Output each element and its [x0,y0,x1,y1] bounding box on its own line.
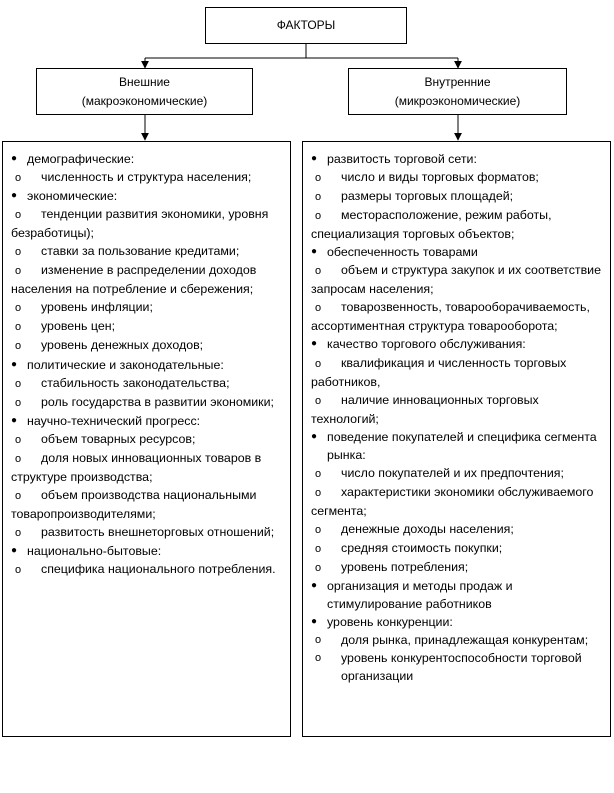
circle-bullet-icon: o [15,564,22,577]
factors-title: ФАКТОРЫ [276,18,336,32]
bullet-icon: ● [311,616,318,628]
bullet-icon: ● [311,430,318,442]
circle-bullet-icon: o [15,209,22,222]
sub-list-item [311,483,604,520]
circle-bullet-icon: o [315,357,322,370]
circle-bullet-icon: o [15,302,22,315]
list-item [311,428,604,464]
list-item-text: численность и структура населения; [41,170,252,185]
circle-bullet-icon: o [15,340,22,353]
sub-list-item [311,354,604,391]
circle-bullet-icon: o [15,377,22,390]
list-item-text: политические и законодательные: [27,357,224,372]
bullet-icon: ● [11,544,18,556]
circle-bullet-icon: o [15,526,22,539]
list-item [311,243,604,261]
sub-list-item [311,206,604,243]
list-item [11,187,284,205]
list-item-text: стабильность законодательства; [41,375,230,390]
circle-bullet-icon: o [315,562,322,575]
circle-bullet-icon: o [315,523,322,536]
sub-list-item [11,298,284,317]
list-item-text: доля новых инновационных товаров в структуре производства; [11,450,262,484]
sub-list-item [11,336,284,355]
bullet-icon: ● [311,246,318,258]
sub-list-item [11,560,284,579]
list-item-text: демографические: [27,152,135,166]
list-item-text: товарозвенность, товарооборачиваемость, ассортиментная структура товарооборота; [311,300,590,334]
circle-bullet-icon: o [15,433,22,446]
list-item-text: национально-бытовые: [27,543,162,558]
list-item [11,356,284,374]
sub-list-item [11,449,284,486]
circle-bullet-icon: o [15,489,22,502]
sub-list-item [311,558,604,577]
list-item-text: обеспеченность товарами [327,245,478,260]
sub-list-item [311,520,604,539]
external-factors-list [2,141,291,737]
sub-list-item [311,464,604,483]
list-item-text: денежные доходы населения; [341,521,514,536]
sub-list-item [311,649,604,685]
list-item-text: уровень потребления; [341,560,469,575]
list-item-text: характеристики экономики обслуживаемого сегмента; [311,484,594,518]
circle-bullet-icon: o [315,467,322,480]
list-item-text: роль государства в развитии экономики; [41,394,274,409]
sub-list-item [311,391,604,428]
list-item-text: уровень цен; [41,319,116,334]
bullet-icon: ● [11,358,18,370]
bullet-icon: ● [11,190,18,202]
list-item-text: число покупателей и их предпочтения; [341,465,564,480]
circle-bullet-icon: o [315,634,322,647]
list-item-text: доля рынка, принадлежащая конкурентам; [341,633,589,648]
list-item-text: развитость внешнеторговых отношений; [41,524,275,539]
circle-bullet-icon: o [315,191,322,204]
bullet-icon: ● [311,580,318,592]
factors-box [205,7,407,44]
list-item-text: специфика национального потребления. [41,562,276,577]
list-item [311,577,604,613]
external-subtitle: (макроэкономические) [81,93,208,108]
list-item-text: средняя стоимость покупки; [341,540,503,555]
sub-list-item [11,486,284,523]
list-item-text: число и виды торговых форматов; [341,170,539,185]
circle-bullet-icon: o [315,210,322,223]
sub-list-item [11,523,284,542]
sub-list-item [311,168,604,187]
sub-list-item [11,374,284,393]
list-item-text: ставки за пользование кредитами; [41,244,240,259]
list-item-text: экономические: [27,189,118,204]
list-item-text: объем производства национальными товаропроизводителями; [11,487,257,521]
sub-list-item [11,317,284,336]
list-item-text: уровень конкуренции: [327,615,453,630]
circle-bullet-icon: o [315,172,322,185]
list-item-text: организация и методы продаж и стимулирование работников [327,579,513,612]
external-factors-box [36,68,253,115]
circle-bullet-icon: o [315,542,322,555]
list-item-text: поведение покупателей и специфика сегмента рынка: [327,429,597,462]
list-item-text: наличие инновационных торговых технологий; [311,392,539,426]
internal-subtitle: (микроэкономические) [394,93,521,108]
circle-bullet-icon: o [315,652,322,665]
list-item [11,542,284,560]
circle-bullet-icon: o [15,246,22,259]
external-title: Внешние [119,74,170,89]
list-item-text: тенденции развития экономики, уровня безработицы); [11,207,269,241]
circle-bullet-icon: o [315,486,322,499]
sub-list-item [311,187,604,206]
list-item-text: квалификация и численность торговых работников, [311,355,567,389]
circle-bullet-icon: o [315,394,322,407]
internal-title: Внутренние [424,74,491,89]
bullet-icon: ● [311,153,318,164]
bullet-icon: ● [11,153,18,164]
circle-bullet-icon: o [315,302,322,315]
list-item-text: изменение в распределении доходов населения на потребление и сбережения; [11,263,257,297]
list-item [311,335,604,353]
circle-bullet-icon: o [15,265,22,278]
internal-factors-box [348,68,567,115]
sub-list-item [311,539,604,558]
circle-bullet-icon: o [15,321,22,334]
sub-list-item [11,393,284,412]
internal-factors-list [302,141,611,737]
circle-bullet-icon: o [15,172,22,185]
list-item-text: уровень инфляции; [41,300,153,315]
sub-list-item [311,298,604,335]
list-item-text: месторасположение, режим работы, специализация торговых объектов; [311,208,552,242]
list-item-text: научно-технический прогресс: [27,413,201,428]
bullet-icon: ● [11,414,18,426]
list-item-text: размеры торговых площадей; [341,189,514,204]
list-item [311,613,604,631]
sub-list-item [11,430,284,449]
list-item-text: качество торгового обслуживания: [327,337,526,352]
list-item [11,150,284,168]
sub-list-item [311,631,604,649]
sub-list-item [311,261,604,298]
sub-list-item [11,205,284,242]
circle-bullet-icon: o [15,452,22,465]
list-item-text: уровень денежных доходов; [41,338,204,353]
list-item-text: объем товарных ресурсов; [41,431,196,446]
list-item [11,412,284,430]
circle-bullet-icon: o [15,396,22,409]
bullet-icon: ● [311,338,318,350]
circle-bullet-icon: o [315,265,322,278]
list-item-text: развитость торговой сети: [327,152,477,166]
list-item-text: объем и структура закупок и их соответствие запросам населения; [311,263,601,297]
sub-list-item [11,168,284,187]
sub-list-item [11,261,284,298]
list-item [311,150,604,168]
sub-list-item [11,242,284,261]
list-item-text: уровень конкурентоспособности торговой организации [341,651,582,684]
